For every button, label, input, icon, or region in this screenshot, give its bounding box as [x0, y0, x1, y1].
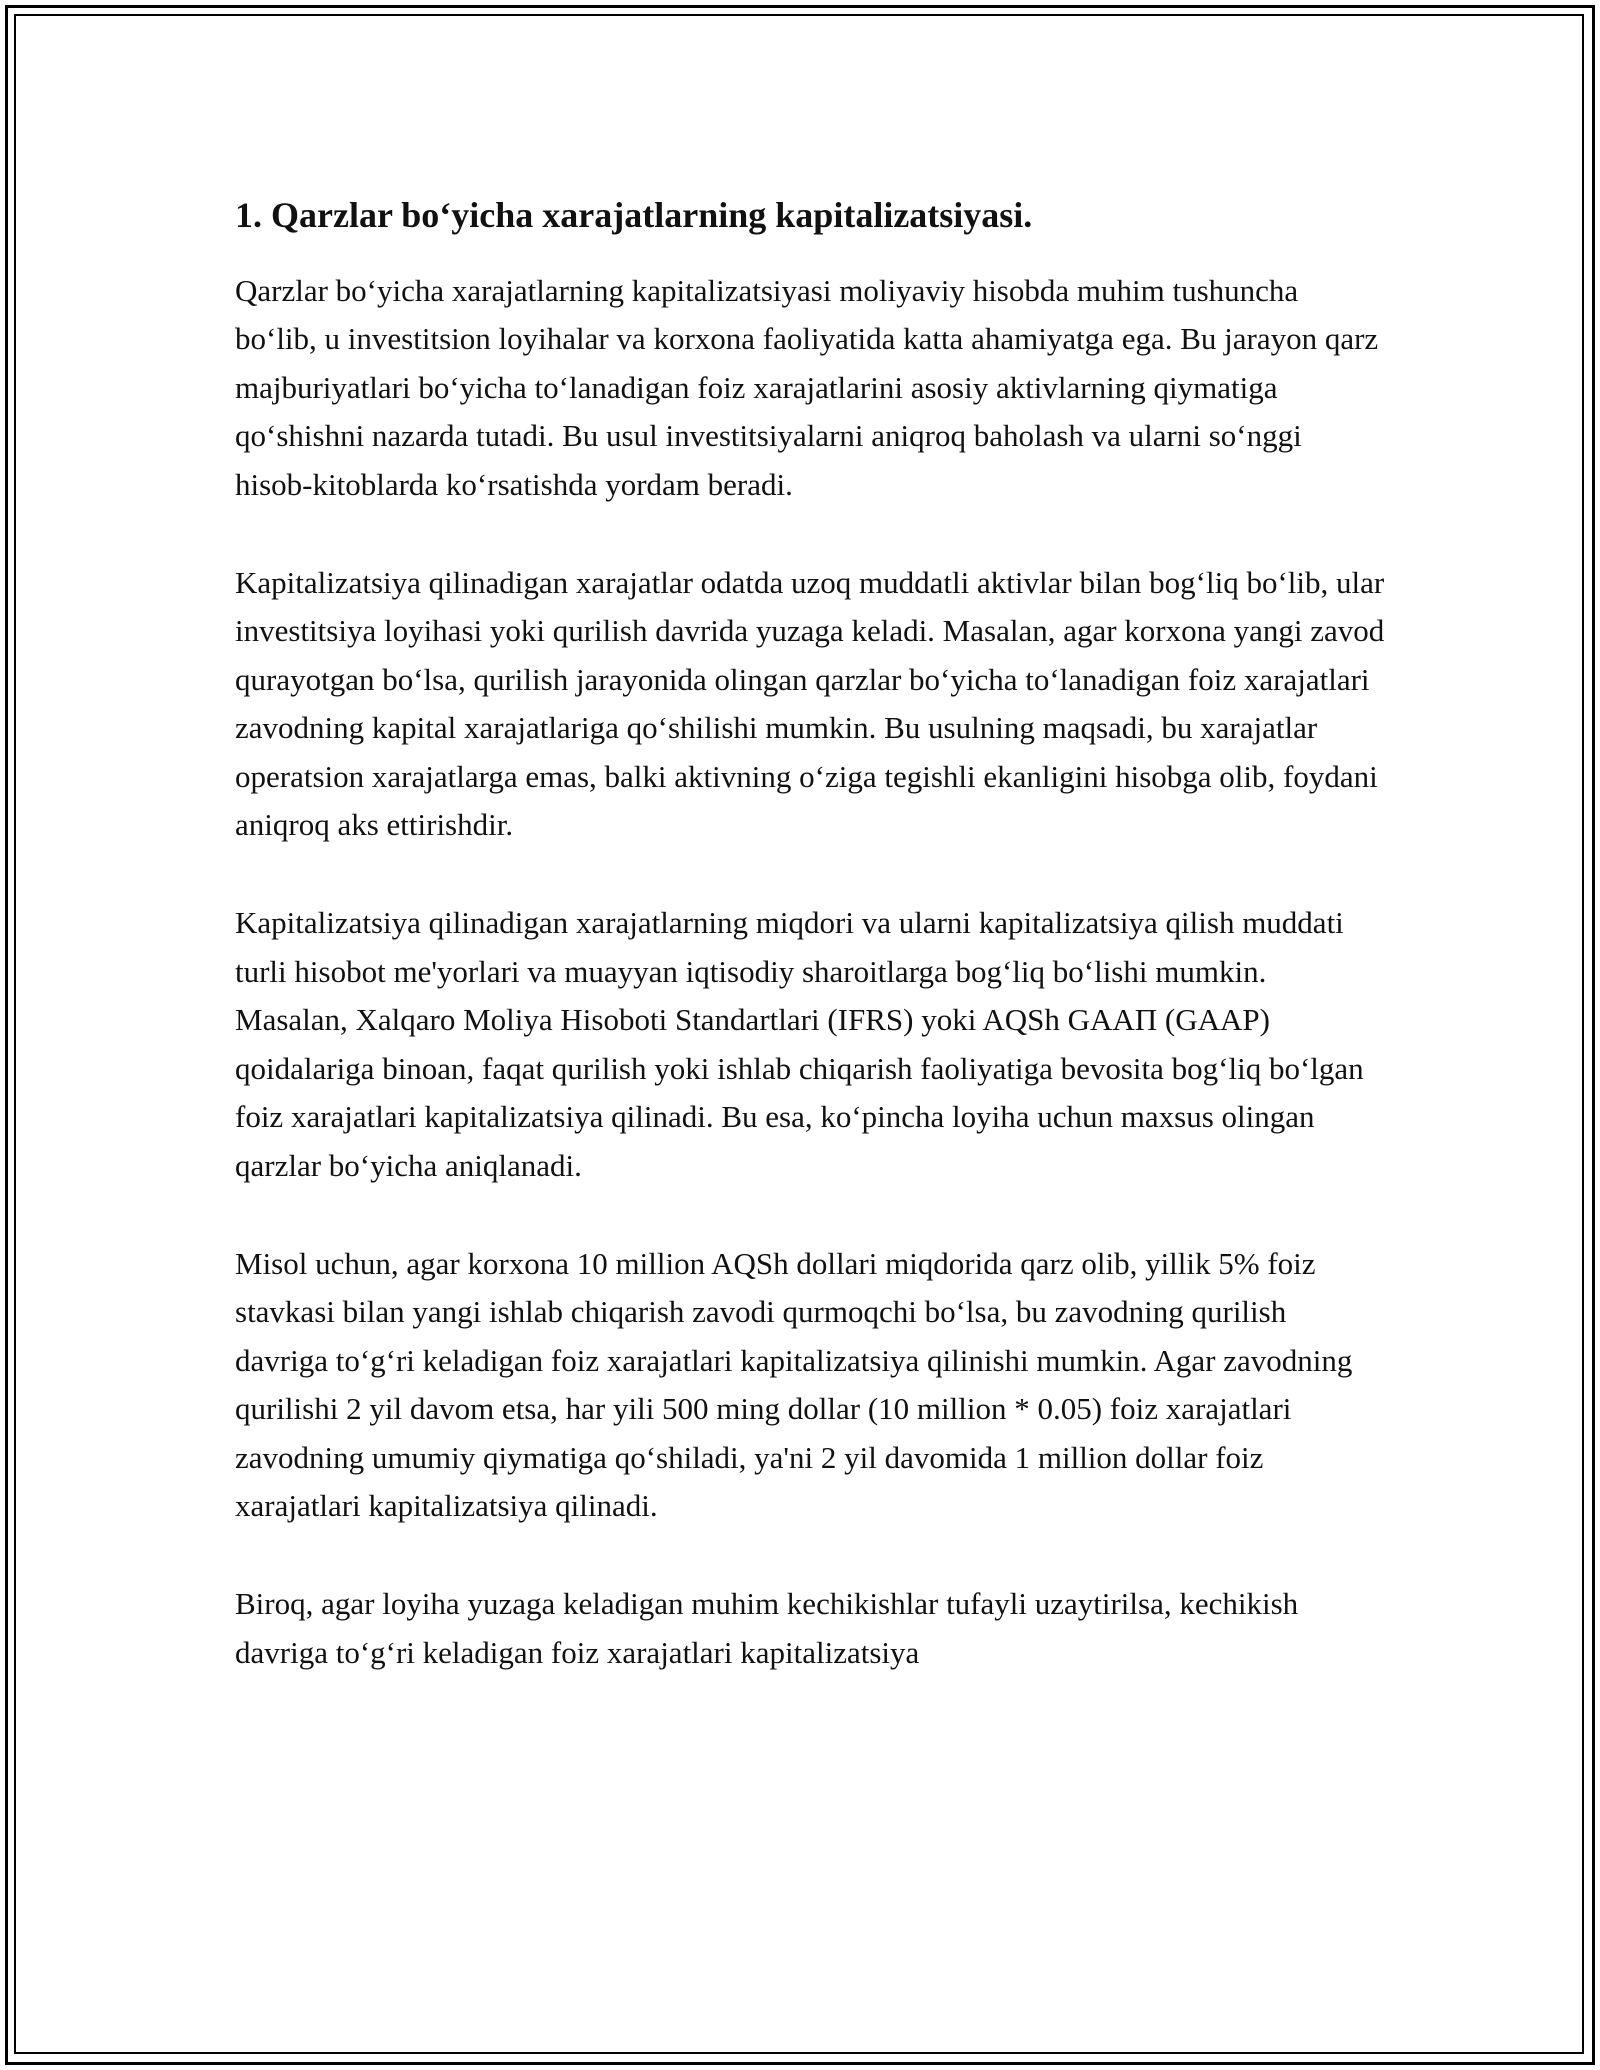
section-heading: 1. Qarzlar bo‘yicha xarajatlarning kapitalizatsiyasi. [235, 195, 1033, 235]
paragraph-3: Kapitalizatsiya qilinadigan xarajatlarning miqdori va ularni kapitalizatsiya qilish muddati turli hisobot me'yorlari va muayyan iqtisodiy sharoitlarga bog‘liq bo‘lishi mumkin. Masalan, Xalqaro Moliya Hisoboti Standartlari (IFRS) yoki AQSh GAAП (GAAP) qoidalariga binoan, faqat qurilish yoki ishlab chiqarish faoliyatiga bevosita bog‘liq bo‘lgan foiz xarajatlari kapitalizatsiya qilinadi. Bu esa, ko‘pincha loyiha uchun maxsus olingan qarzlar bo‘yicha aniqlanadi. [235, 905, 1364, 1183]
paragraph-2: Kapitalizatsiya qilinadigan xarajatlar odatda uzoq muddatli aktivlar bilan bog‘liq bo‘lib, ular investitsiya loyihasi yoki qurilish davrida yuzaga keladi. Masalan, agar korxona yangi zavod qurayotgan bo‘lsa, qurilish jarayonida olingan qarzlar bo‘yicha to‘lanadigan foiz xarajatlari zavodning kapital xarajatlariga qo‘shilishi mumkin. Bu usulning maqsadi, bu xarajatlar operatsion xarajatlarga emas, balki aktivning o‘ziga tegishli ekanligini hisobga olib, foydani aniqroq aks ettirishdir. [235, 565, 1385, 843]
paragraph-4: Misol uchun, agar korxona 10 million AQSh dollari miqdorida qarz olib, yillik 5% foiz stavkasi bilan yangi ishlab chiqarish zavodi qurmoqchi bo‘lsa, bu zavodning qurilish davriga to‘g‘ri keladigan foiz xarajatlari kapitalizatsiya qilinishi mumkin. Agar zavodning qurilishi 2 yil davom etsa, har yili 500 ming dollar (10 million * 0.05) foiz xarajatlari zavodning umumiy qiymatiga qo‘shiladi, ya'ni 2 yil davomida 1 million dollar foiz xarajatlari kapitalizatsiya qilinadi. [235, 1245, 1353, 1523]
paragraph-5: Biroq, agar loyiha yuzaga keladigan muhim kechikishlar tufayli uzaytirilsa, kechikish davriga to‘g‘ri keladigan foiz xarajatlari kapitalizatsiya [235, 1586, 1299, 1670]
document-body [235, 183, 1385, 1727]
paragraph-1: Qarzlar bo‘yicha xarajatlarning kapitalizatsiyasi moliyaviy hisobda muhim tushuncha bo‘lib, u investitsion loyihalar va korxona faoliyatida katta ahamiyatga ega. Bu jarayon qarz majburiyatlari bo‘yicha to‘lanadigan foiz xarajatlarini asosiy aktivlarning qiymatiga qo‘shishni nazarda tutadi. Bu usul investitsiyalarni aniqroq baholash va ularni so‘nggi hisob-kitoblarda ko‘rsatishda yordam beradi. [235, 273, 1379, 502]
